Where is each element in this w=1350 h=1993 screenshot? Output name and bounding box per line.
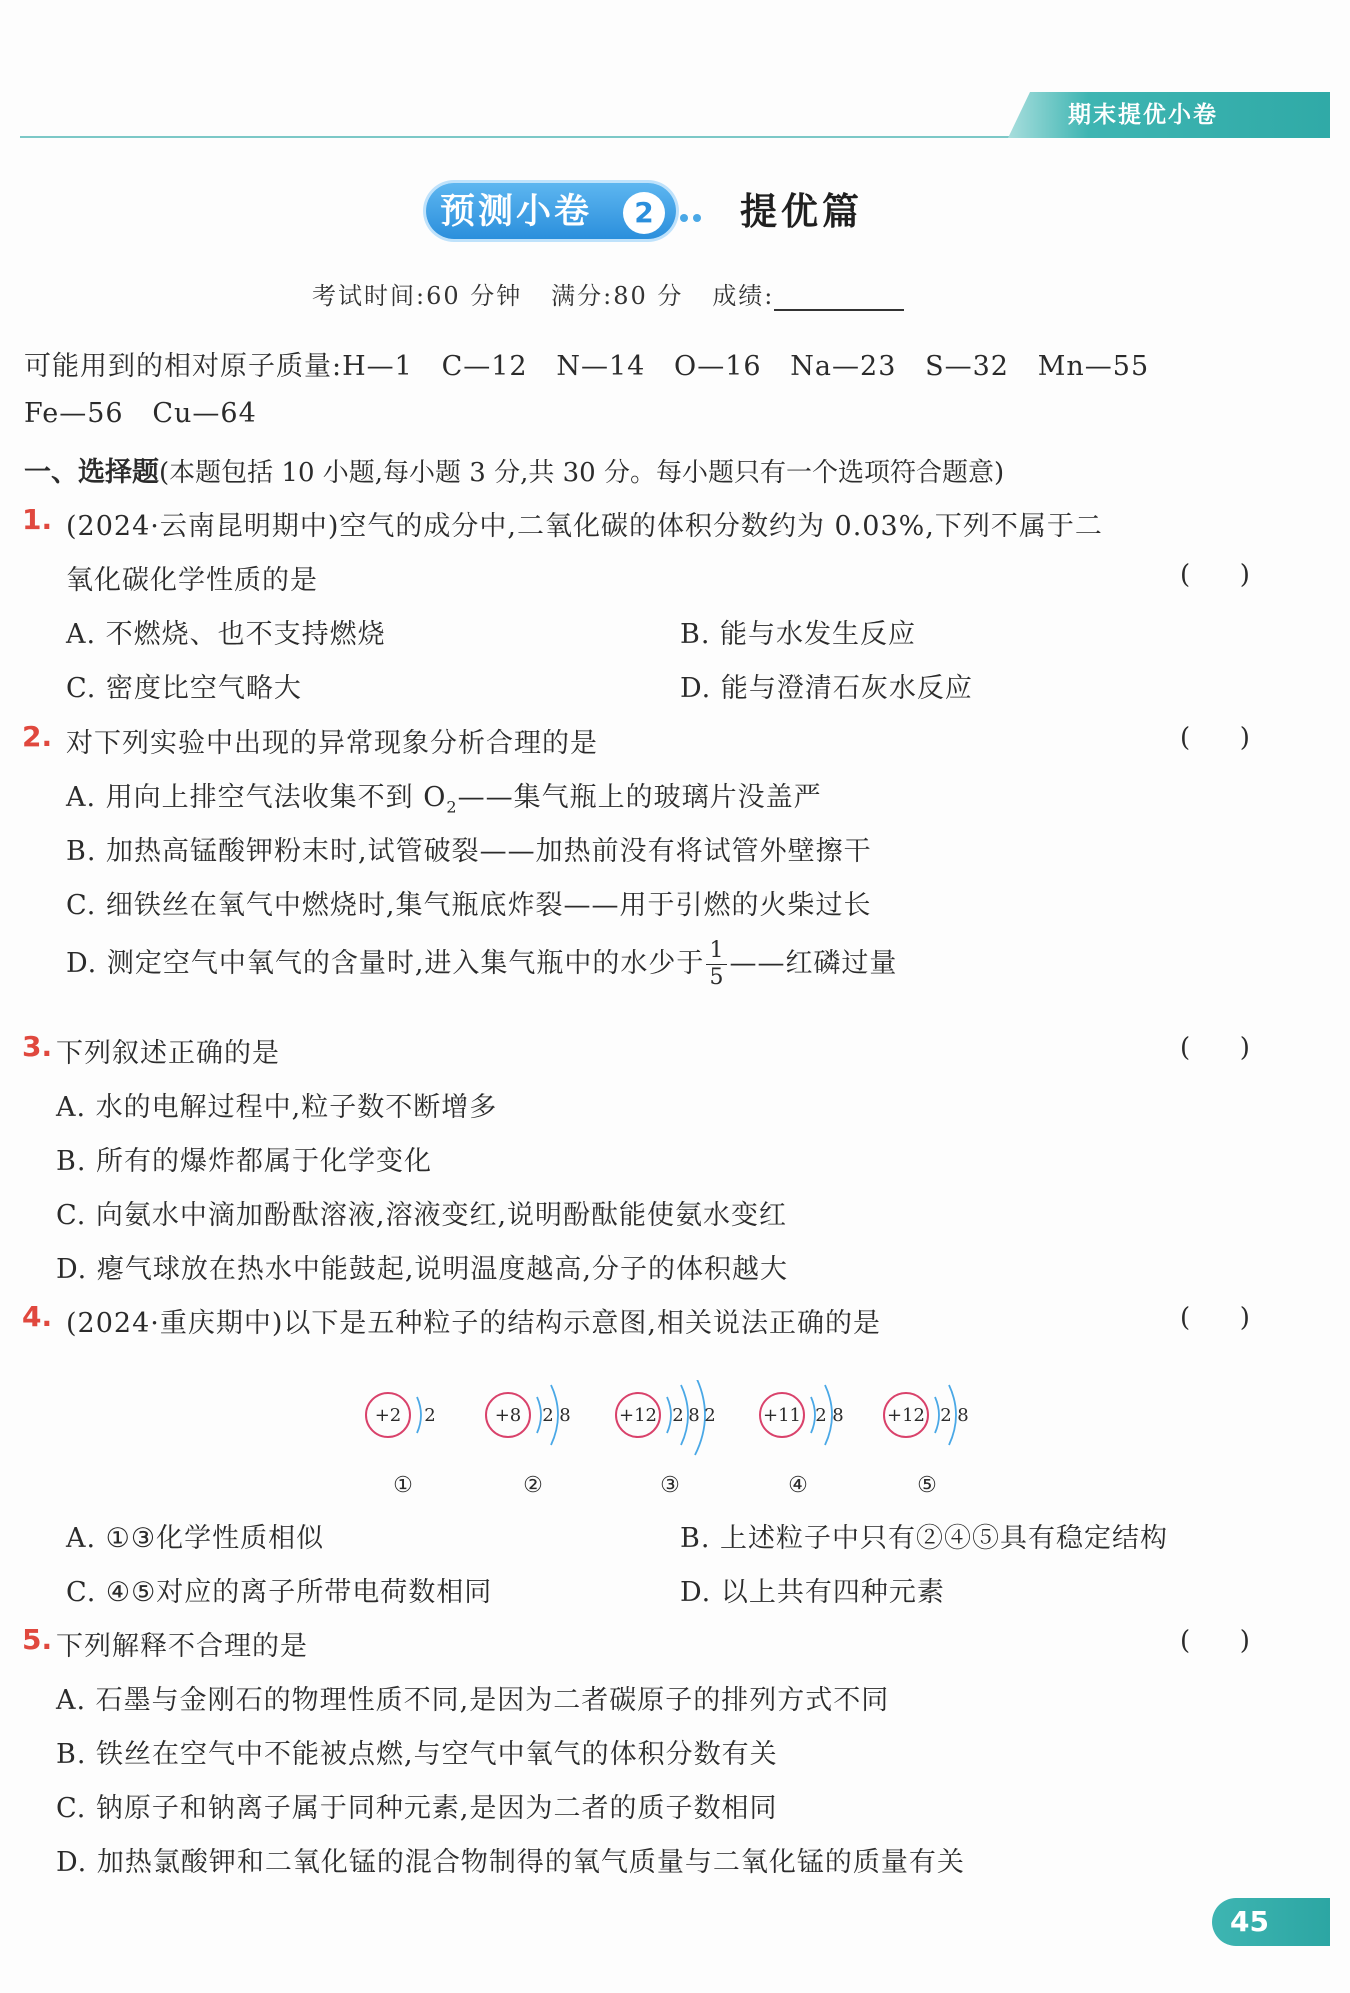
option-d: D. 瘪气球放在热水中能鼓起,说明温度越高,分子的体积越大 — [56, 1254, 789, 1285]
exam-info — [312, 276, 904, 311]
header-tag: 期末提优小卷 — [1068, 102, 1218, 128]
option-a: A. 水的电解过程中,粒子数不断增多 — [56, 1092, 498, 1123]
particle-1 — [366, 1393, 436, 1498]
fraction: $\frac{1}{5}$ — [706, 938, 727, 991]
svg-text:+2: +2 — [374, 1405, 402, 1426]
option-b: B. 所有的爆炸都属于化学变化 — [56, 1146, 433, 1177]
question-text: 下列叙述正确的是 — [56, 1038, 280, 1069]
svg-text:8: 8 — [832, 1405, 844, 1426]
option-c: C. 密度比空气略大 — [66, 673, 302, 704]
question-text: (2024·云南昆明期中)空气的成分中,二氧化碳的体积分数约为 0.03%,下列不属于二 — [66, 511, 1103, 542]
question-text: 对下列实验中出现的异常现象分析合理的是 — [66, 728, 598, 759]
answer-parentheses: ( ) — [1180, 723, 1250, 753]
particle-structure-diagram — [355, 1380, 995, 1510]
particle-5 — [884, 1385, 969, 1498]
option-d: D. 以上共有四种元素 — [680, 1577, 945, 1608]
question-number: 4. — [22, 1300, 53, 1333]
question-number: 5. — [22, 1623, 53, 1656]
option-a: A. 石墨与金刚石的物理性质不同,是因为二者碳原子的排列方式不同 — [56, 1685, 890, 1716]
svg-text:③: ③ — [660, 1473, 680, 1498]
option-d: D. 加热氯酸钾和二氧化锰的混合物制得的氧气质量与二氧化锰的质量有关 — [56, 1847, 965, 1878]
answer-parentheses: ( ) — [1180, 1033, 1250, 1063]
title-number-badge: 2 — [623, 192, 665, 234]
svg-text:8: 8 — [688, 1405, 700, 1426]
svg-text:+11: +11 — [763, 1405, 801, 1426]
answer-parentheses: ( ) — [1180, 1626, 1250, 1656]
question-number: 1. — [22, 503, 53, 536]
page-number: 45 — [1230, 1905, 1269, 1938]
svg-text:+12: +12 — [887, 1405, 925, 1426]
option-b: B. 上述粒子中只有②④⑤具有稳定结构 — [680, 1523, 1169, 1554]
svg-text:2: 2 — [704, 1405, 716, 1426]
grade-blank — [774, 287, 904, 311]
svg-text:⑤: ⑤ — [917, 1473, 937, 1498]
option-d: D. 测定空气中氧气的含量时,进入集气瓶中的水少于 $\frac{1}{5}$ ——红磷过量 — [66, 938, 898, 990]
option-c: C. 细铁丝在氧气中燃烧时,集气瓶底炸裂——用于引燃的火柴过长 — [66, 890, 872, 921]
option-c: C. 向氨水中滴加酚酞溶液,溶液变红,说明酚酞能使氨水变红 — [56, 1200, 788, 1231]
section-title: 一、选择题 — [24, 457, 159, 488]
option-a: A. 用向上排空气法收集不到 $O_2——$集气瓶上的玻璃片没盖严 — [66, 782, 822, 817]
svg-text:2: 2 — [542, 1405, 554, 1426]
question-text: 下列解释不合理的是 — [56, 1631, 308, 1662]
svg-text:8: 8 — [957, 1405, 969, 1426]
svg-text:2: 2 — [424, 1405, 436, 1426]
question-text: (2024·重庆期中)以下是五种粒子的结构示意图,相关说法正确的是 — [66, 1308, 881, 1339]
svg-text:8: 8 — [559, 1405, 571, 1426]
option-b: B. 能与水发生反应 — [680, 619, 917, 650]
particle-2 — [486, 1385, 571, 1498]
page-subtitle: 提优篇 — [740, 190, 863, 233]
title-dots-icon — [680, 207, 706, 226]
exam-score: 满分:80 分 — [551, 282, 684, 310]
svg-text:④: ④ — [788, 1473, 808, 1498]
section-note: (本题包括 10 小题,每小题 3 分,共 30 分。每小题只有一个选项符合题意) — [159, 458, 1005, 488]
exam-time: 考试时间:60 分钟 — [312, 282, 523, 310]
svg-text:2: 2 — [672, 1405, 684, 1426]
exam-grade-label: 成绩: — [712, 282, 775, 310]
option-c: C. ④⑤对应的离子所带电荷数相同 — [66, 1577, 493, 1608]
svg-text:②: ② — [523, 1473, 543, 1498]
svg-text:+8: +8 — [494, 1405, 522, 1426]
question-number: 3. — [22, 1030, 53, 1063]
option-b: B. 加热高锰酸钾粉末时,试管破裂——加热前没有将试管外壁擦干 — [66, 836, 872, 867]
option-a: A. 不燃烧、也不支持燃烧 — [66, 619, 386, 650]
particle-3 — [616, 1380, 716, 1498]
atomic-masses-line1: 可能用到的相对原子质量:H—1 C—12 N—14 O—16 Na—23 S—32 Mn—55 — [24, 351, 1150, 382]
question-number: 2. — [22, 720, 53, 753]
svg-text:+12: +12 — [619, 1405, 657, 1426]
option-d: D. 能与澄清石灰水反应 — [680, 673, 973, 704]
atomic-masses-line2: Fe—56 Cu—64 — [24, 398, 257, 429]
answer-parentheses: ( ) — [1180, 560, 1250, 590]
svg-text:①: ① — [393, 1473, 413, 1498]
svg-text:2: 2 — [940, 1405, 952, 1426]
page-title: 预测小卷 — [440, 192, 593, 232]
answer-parentheses: ( ) — [1180, 1303, 1250, 1333]
svg-text:2: 2 — [815, 1405, 827, 1426]
section-heading — [24, 450, 1004, 489]
question-text: 氧化碳化学性质的是 — [66, 565, 318, 596]
option-b: B. 铁丝在空气中不能被点燃,与空气中氧气的体积分数有关 — [56, 1739, 778, 1770]
option-c: C. 钠原子和钠离子属于同种元素,是因为二者的质子数相同 — [56, 1793, 778, 1824]
option-a: A. ①③化学性质相似 — [66, 1523, 325, 1554]
particle-4 — [760, 1385, 844, 1498]
